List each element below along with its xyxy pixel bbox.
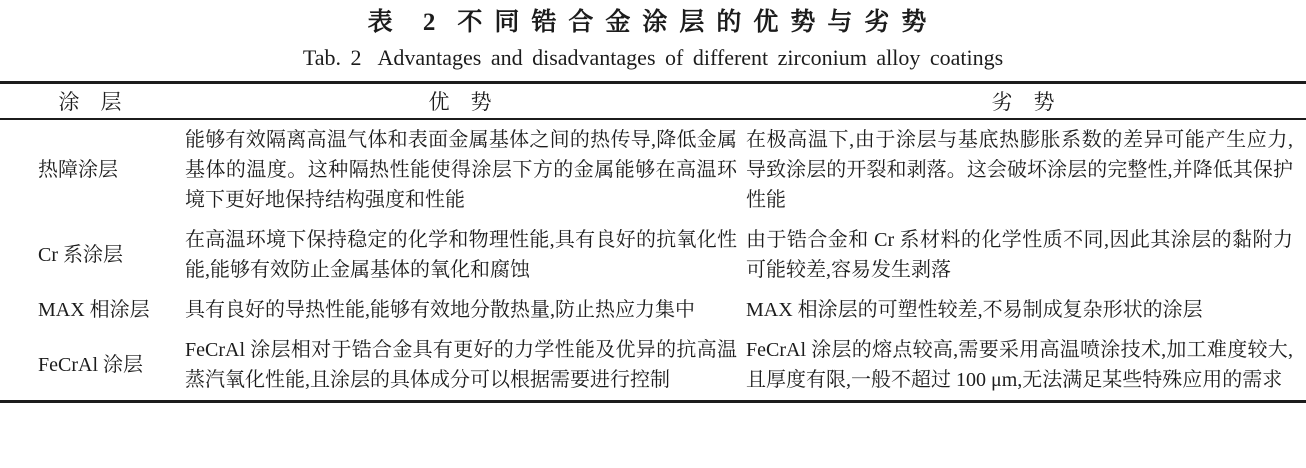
coating-advantage: 能够有效隔离高温气体和表面金属基体之间的热传导,降低金属基体的温度。这种隔热性能使得涂层下方的金属能够在高温环境下更好地保持结构强度和性能 — [185, 128, 737, 211]
table-header-row — [0, 83, 1306, 119]
coating-name: 热障涂层 — [38, 158, 118, 181]
table-title-zh: 不同锆合金涂层的优势与劣势 — [457, 9, 939, 36]
coating-disadvantage: 由于锆合金和 Cr 系材料的化学性质不同,因此其涂层的黏附力可能较差,容易发生剥落 — [746, 228, 1293, 281]
coating-name: FeCrAl 涂层 — [38, 353, 143, 376]
table-caption-en — [0, 45, 1306, 71]
table-title-en: Advantages and disadvantages of different zirconium alloy coatings — [377, 45, 1004, 70]
table-row — [0, 220, 1306, 290]
coatings-comparison-table — [0, 81, 1306, 403]
coating-advantage: FeCrAl 涂层相对于锆合金具有更好的力学性能及优异的抗高温蒸汽氧化性能,且涂层的具体成分可以根据需要进行控制 — [185, 338, 737, 391]
coating-name: MAX 相涂层 — [38, 298, 150, 321]
table-row — [0, 119, 1306, 220]
table-number-en: Tab. 2 — [302, 45, 362, 70]
coating-disadvantage: 在极高温下,由于涂层与基底热膨胀系数的差异可能产生应力,导致涂层的开裂和剥落。这会破坏涂层的完整性,并降低其保护性能 — [746, 128, 1293, 211]
header-advantage: 优 势 — [180, 83, 740, 119]
coating-advantage: 在高温环境下保持稳定的化学和物理性能,具有良好的抗氧化性能,能够有效防止金属基体的氧化和腐蚀 — [185, 228, 737, 281]
coating-disadvantage: MAX 相涂层的可塑性较差,不易制成复杂形状的涂层 — [746, 298, 1203, 321]
table-number-zh: 表 2 — [367, 9, 448, 36]
coating-advantage: 具有良好的导热性能,能够有效地分散热量,防止热应力集中 — [185, 298, 695, 321]
coating-name: Cr 系涂层 — [38, 243, 123, 266]
coating-disadvantage: FeCrAl 涂层的熔点较高,需要采用高温喷涂技术,加工难度较大,且厚度有限,一般不超过 100 μm,无法满足某些特殊应用的需求 — [746, 338, 1293, 391]
table-row — [0, 330, 1306, 402]
table-row — [0, 290, 1306, 330]
header-disadvantage: 劣 势 — [740, 83, 1306, 119]
header-coating: 涂 层 — [0, 83, 180, 119]
table-caption-zh — [0, 8, 1306, 38]
